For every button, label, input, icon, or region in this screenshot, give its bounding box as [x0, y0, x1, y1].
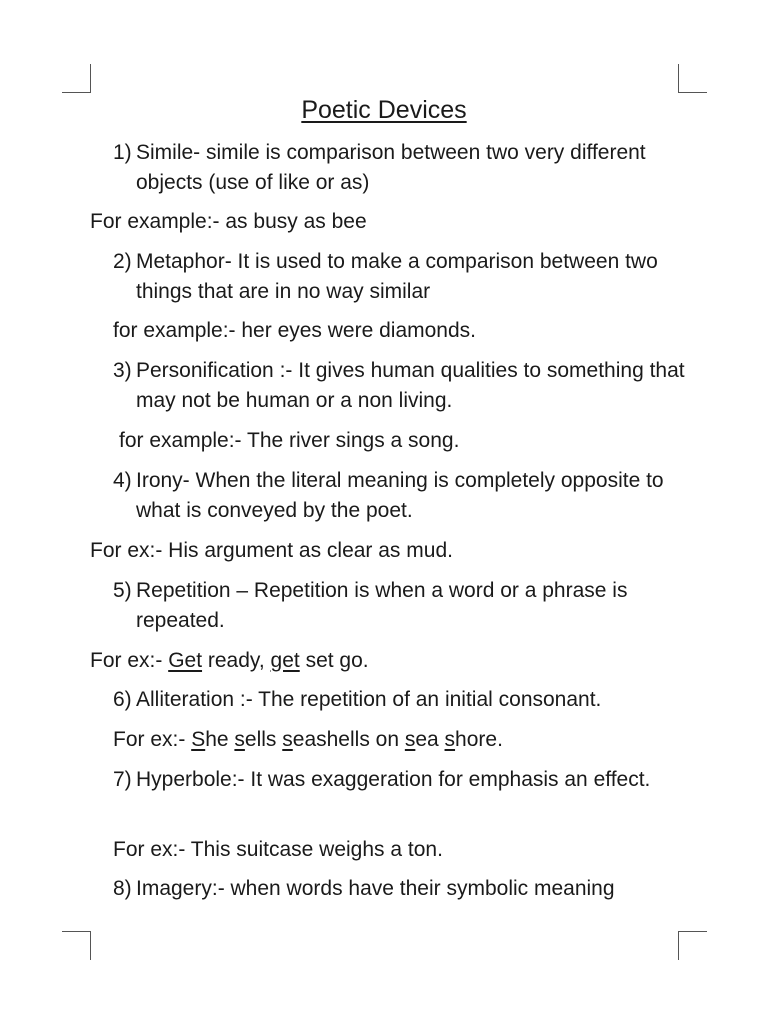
- list-item-irony: [113, 466, 693, 526]
- example-irony: For ex:- His argument as clear as mud.: [90, 539, 453, 562]
- list-text: Alliteration :- The repetition of an initial consonant.: [136, 688, 602, 711]
- underlined-word: get: [270, 649, 300, 672]
- crop-mark-top-right: [678, 64, 707, 93]
- crop-mark-bottom-left: [62, 931, 91, 960]
- list-item-repetition: [113, 576, 693, 636]
- list-number: 1): [113, 141, 132, 164]
- example-text: ells: [244, 728, 283, 751]
- example-hyperbole: For ex:- This suitcase weighs a ton.: [113, 838, 443, 861]
- example-simile: For example:- as busy as bee: [90, 210, 367, 233]
- list-text: Metaphor- It is used to make a comparison between two things that are in no way similar: [136, 250, 658, 303]
- list-number: 5): [113, 579, 132, 602]
- list-item-metaphor: [113, 247, 693, 307]
- list-number: 8): [113, 877, 132, 900]
- list-number: 2): [113, 250, 132, 273]
- list-number: 4): [113, 469, 132, 492]
- underlined-letter: s: [444, 728, 456, 751]
- example-text: hore.: [455, 728, 503, 751]
- list-number: 7): [113, 768, 132, 791]
- page-title: [0, 94, 768, 126]
- example-personification: for example:- The river sings a song.: [119, 429, 460, 452]
- underlined-word: Get: [168, 649, 203, 672]
- crop-mark-bottom-right: [678, 931, 707, 960]
- example-text: ea: [415, 728, 445, 751]
- underlined-letter: s: [404, 728, 416, 751]
- list-item-hyperbole: [113, 765, 693, 795]
- list-item-simile: [113, 138, 693, 198]
- list-text: Hyperbole:- It was exaggeration for emphasis an effect.: [136, 768, 651, 791]
- example-text: eashells on: [292, 728, 405, 751]
- list-text: Personification :- It gives human qualities to something that may not be human or a non living.: [136, 359, 685, 412]
- example-repetition: [90, 646, 369, 676]
- list-text: Irony- When the literal meaning is completely opposite to what is conveyed by the poet.: [136, 469, 664, 522]
- underlined-letter: s: [234, 728, 245, 751]
- list-item-alliteration: [113, 685, 693, 715]
- list-text: Imagery:- when words have their symbolic meaning: [136, 877, 615, 900]
- list-text: Simile- simile is comparison between two very different objects (use of like or as): [136, 141, 646, 194]
- list-item-imagery: [113, 874, 693, 904]
- list-number: 6): [113, 688, 132, 711]
- underlined-letter: s: [282, 728, 293, 751]
- example-text: For ex:-: [90, 649, 169, 672]
- underlined-letter: S: [191, 728, 206, 751]
- example-alliteration: [113, 725, 503, 755]
- example-text: For ex:-: [113, 728, 192, 751]
- example-text: he: [205, 728, 235, 751]
- list-number: 3): [113, 359, 132, 382]
- list-text: Repetition – Repetition is when a word or a phrase is repeated.: [136, 579, 628, 632]
- crop-mark-top-left: [62, 64, 91, 93]
- example-text: ready,: [202, 649, 271, 672]
- page-title-text: Poetic Devices: [301, 96, 467, 124]
- list-item-personification: [113, 356, 693, 416]
- example-text: set go.: [299, 649, 369, 672]
- example-metaphor: for example:- her eyes were diamonds.: [113, 319, 476, 342]
